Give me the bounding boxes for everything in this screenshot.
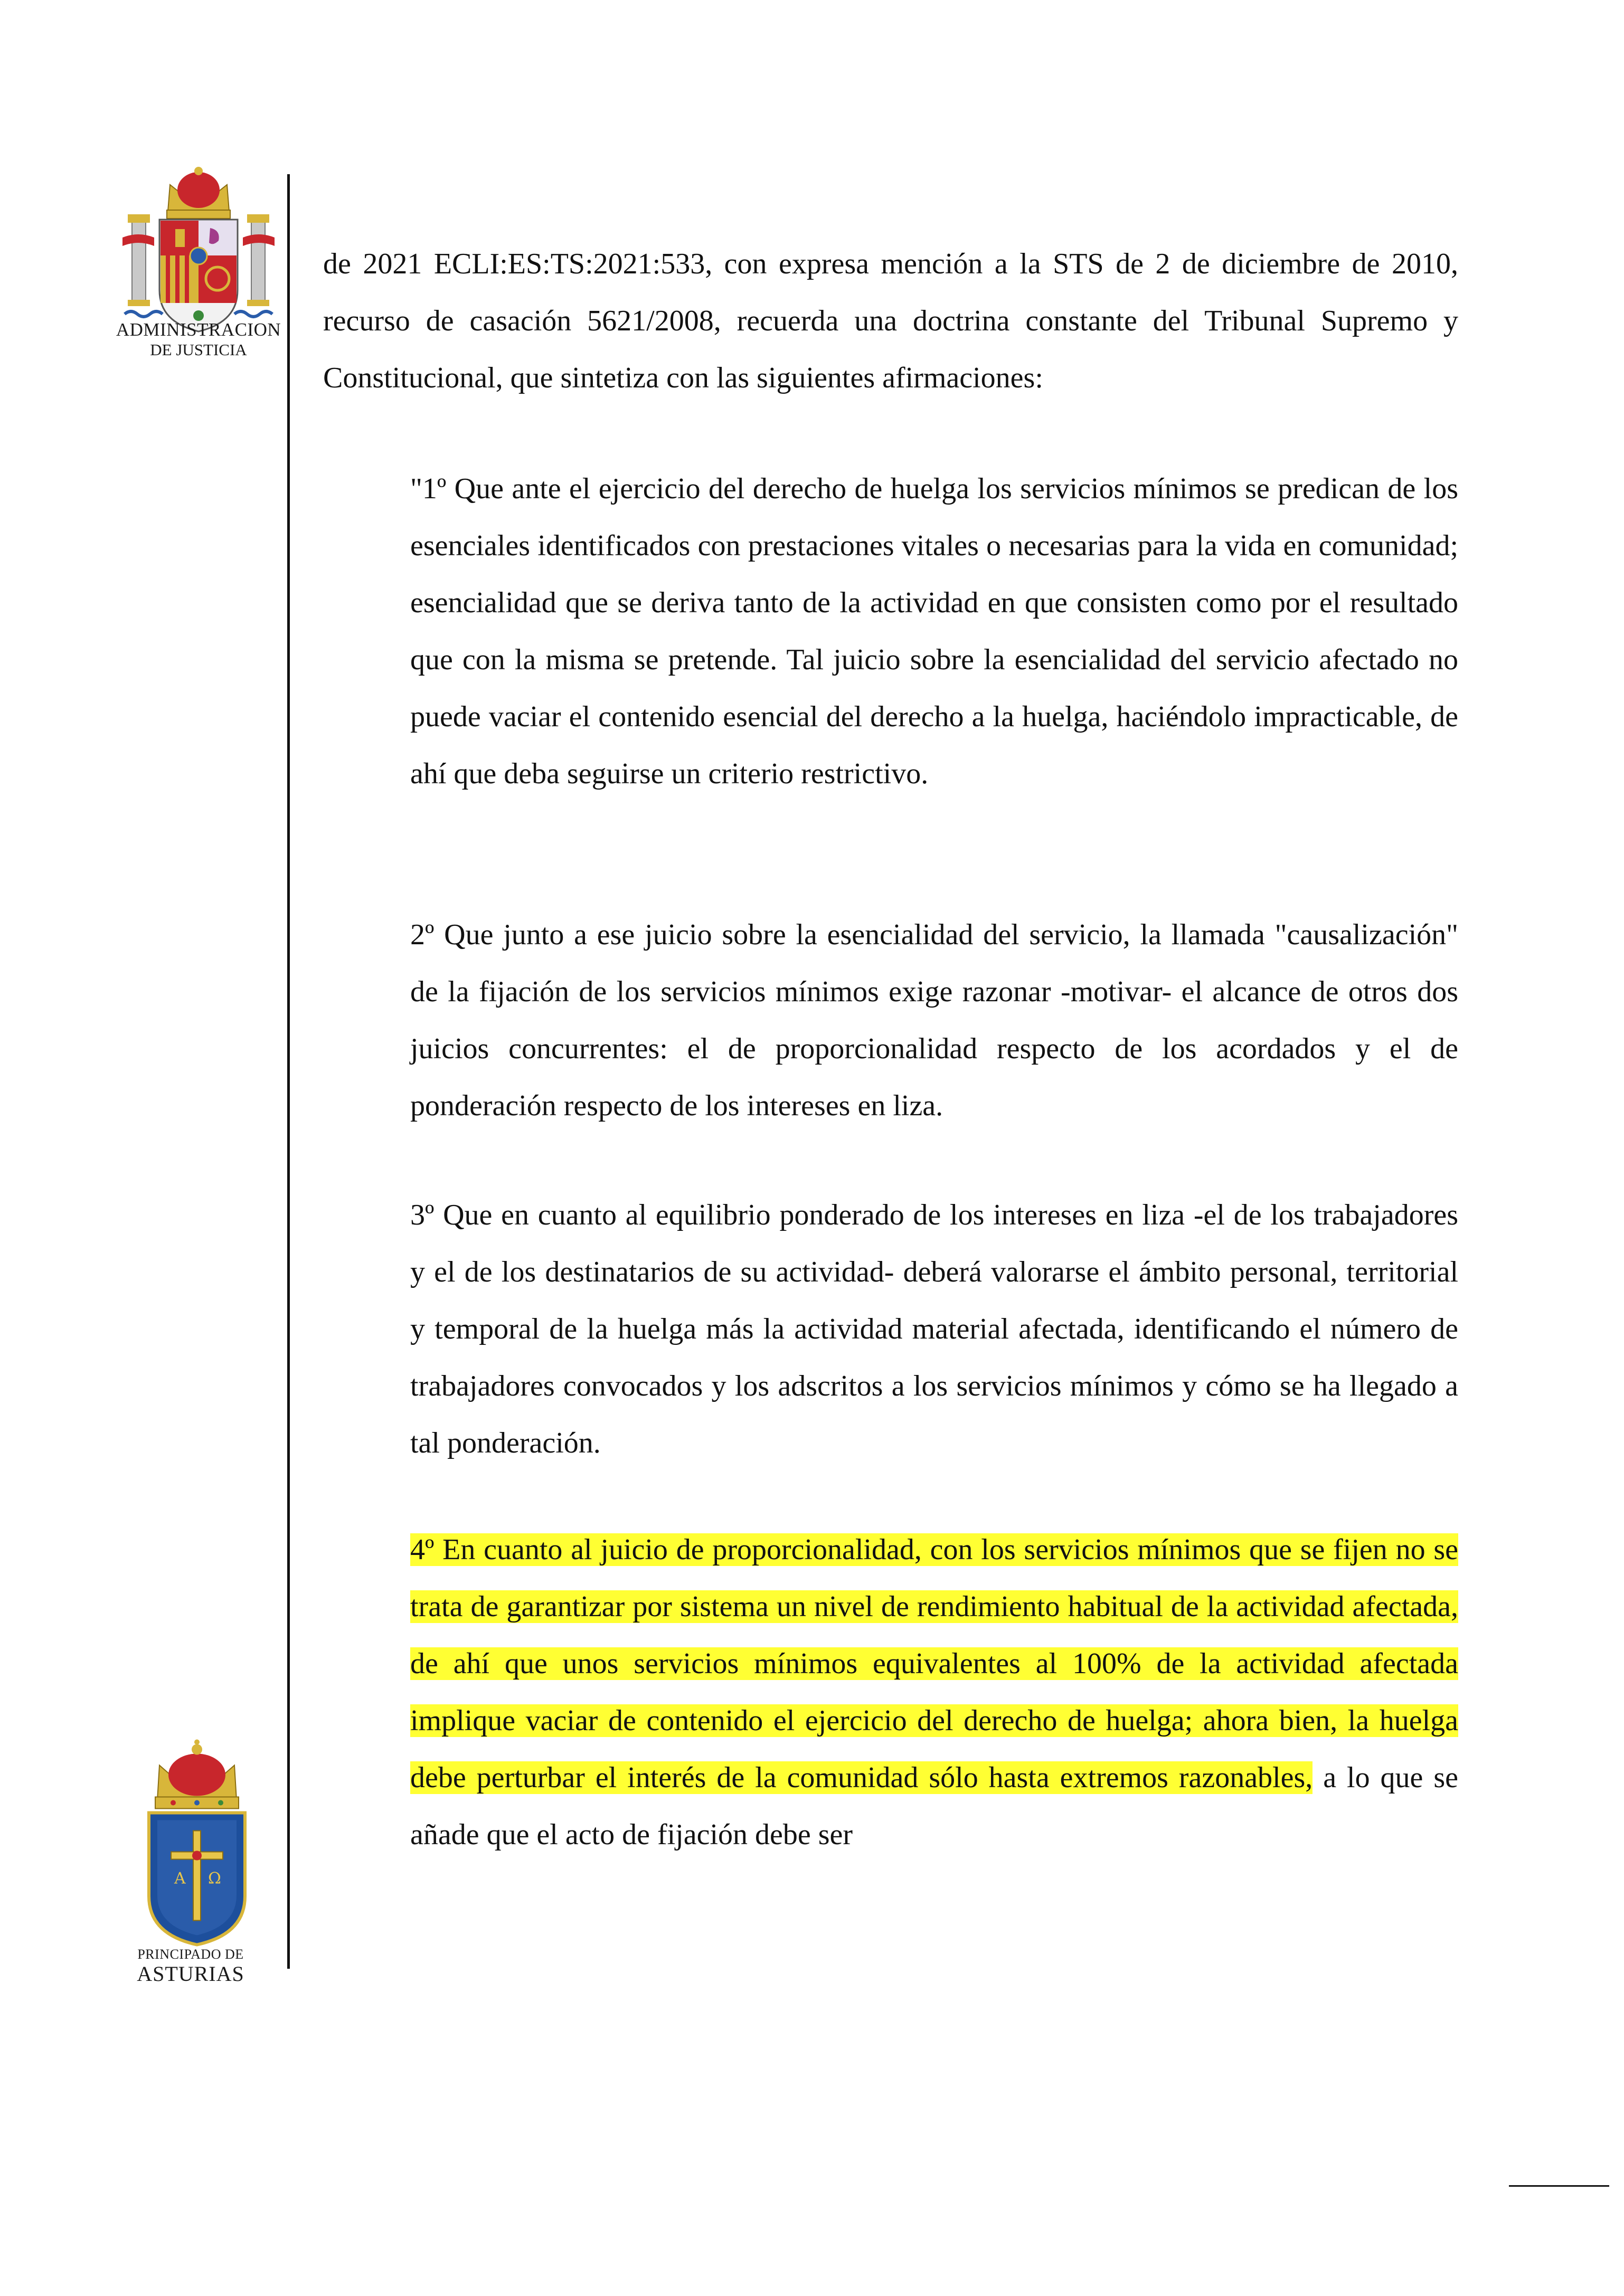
doctrine-point-4 xyxy=(410,1521,1458,1863)
margin-vertical-rule xyxy=(287,174,290,1969)
svg-text:A: A xyxy=(174,1869,186,1888)
asturias-coat-of-arms-icon xyxy=(141,1734,252,1953)
logo-top-caption xyxy=(113,319,284,359)
highlighted-text: 4º En cuanto al juicio de proporcionalidad, con los servicios mínimos que se fijen no se trata de garantizar por sistema un nivel de rendimiento habitual de la actividad afectada, de ahí que unos servicios mínimos equivalentes al 100% de la actividad afectada implique vaciar de contenido el ejercicio del derecho de huelga; ahora bien, la huelga debe perturbar el interés de la comunidad sólo hasta extremos razonables, xyxy=(410,1533,1458,1794)
footer-rule xyxy=(1509,2185,1609,2187)
doctrine-point-3: 3º Que en cuanto al equilibrio ponderado de los intereses en liza -el de los trabajadores y el de los destinatarios de su actividad- deberá valorarse el ámbito personal, territorial y temporal de la huelga más la actividad material afectada, identificando el número de trabajadores convocados y los adscritos a los servicios mínimos y cómo se ha llegado a tal ponderación. xyxy=(410,1199,1458,1459)
logo-bottom-caption xyxy=(125,1947,257,1986)
doctrine-point-2: 2º Que junto a ese juicio sobre la esencialidad del servicio, la llamada "causalización" de la fijación de los servicios mínimos exige razonar -motivar- el alcance de otros dos juicios concurrentes: el de proporcionalidad respecto de los acordados y el de ponderación respecto de los intereses en liza. xyxy=(410,918,1458,1122)
logo-top-caption-line1: ADMINISTRACION xyxy=(116,319,281,340)
logo-bottom-caption-line1: PRINCIPADO DE xyxy=(137,1947,244,1962)
logo-bottom-caption-line2: ASTURIAS xyxy=(137,1962,244,1986)
logo-top-caption-line2: DE JUSTICIA xyxy=(150,340,247,359)
intro-paragraph: de 2021 ECLI:ES:TS:2021:533, con expresa mención a la STS de 2 de diciembre de 2010, recurso de casación 5621/2008, recuerda una doctrina constante del Tribunal Supremo y Constitucional, que sintetiza con las siguientes afirmaciones: xyxy=(323,248,1458,394)
doctrine-point-1: "1º Que ante el ejercicio del derecho de huelga los servicios mínimos se predican de los esenciales identificados con prestaciones vitales o necesarias para la vida en comunidad; esencialidad que se deriva tanto de la actividad en que consisten como por el resultado que con la misma se pretende. Tal juicio sobre la esencialidad del servicio afectado no puede vaciar el contenido esencial del derecho a la huelga, haciéndolo impracticable, de ahí que deba seguirse un criterio restrictivo. xyxy=(410,472,1458,790)
point-4-continuation: a lo que se añade que el acto de fijación debe ser xyxy=(410,1761,1459,1851)
svg-text:Ω: Ω xyxy=(208,1869,221,1888)
